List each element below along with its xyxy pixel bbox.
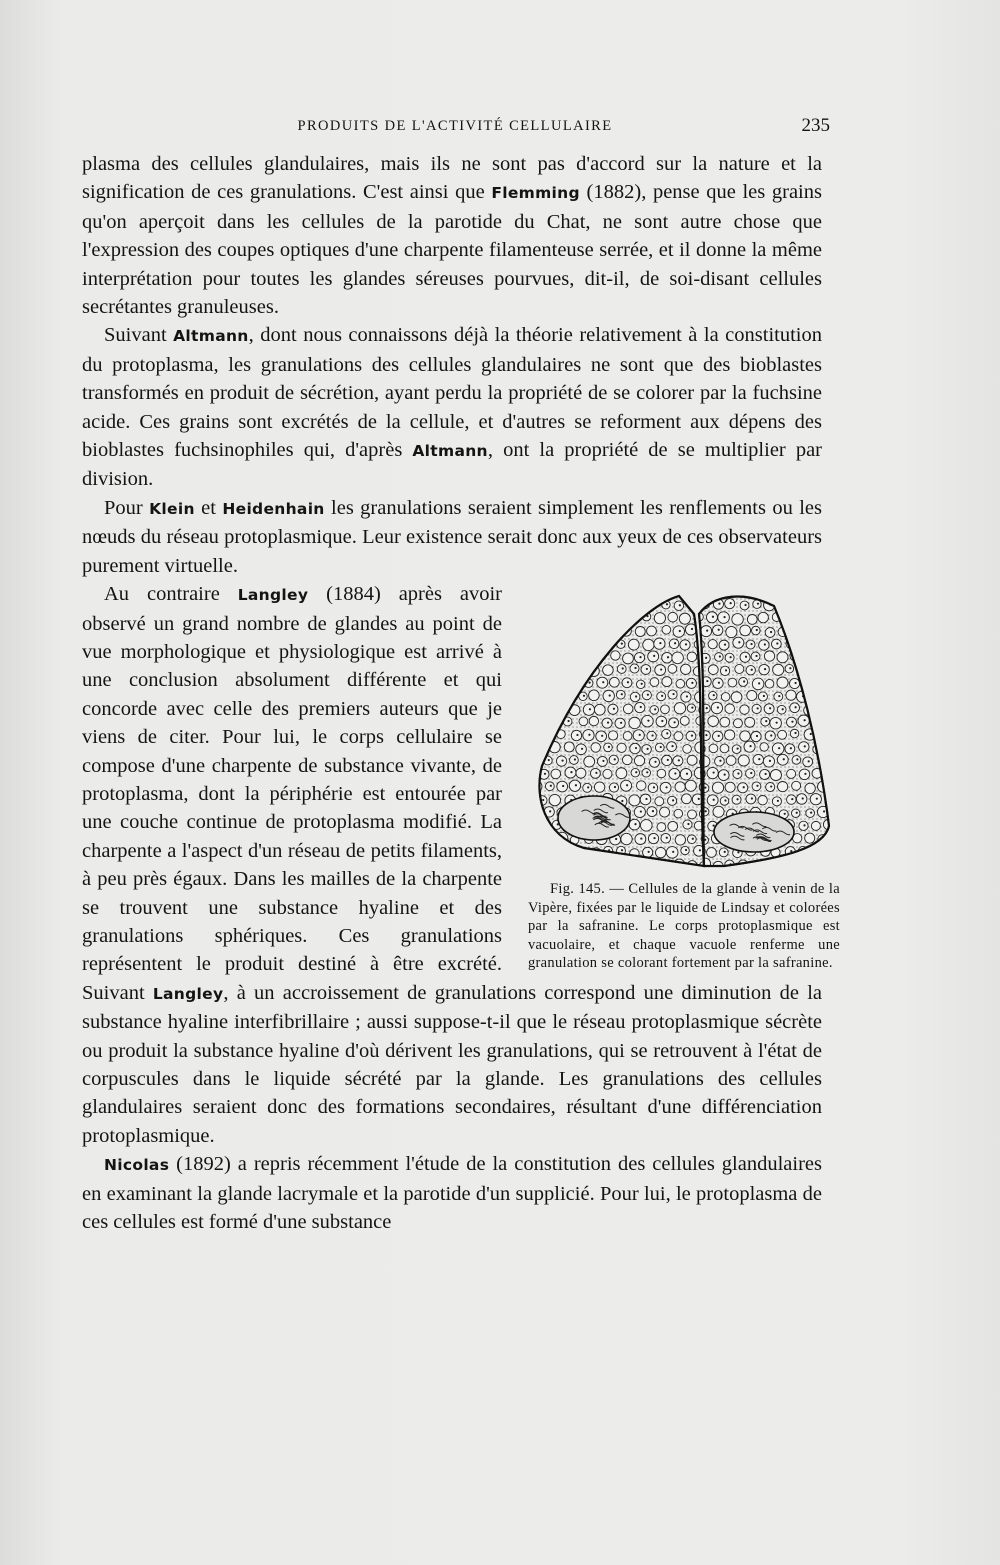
author-name: Altmann [173, 327, 249, 346]
text-run: (1882), pense que les grains qu'on aperçoit dans les cellules de la parotide du Chat, ne sont autre chose que l'expression des coupes optiques d'une charpente filamenteuse serrée, et il donne la même interprétation pour toutes les glandes séreuses pourvues, dit-il, de soi-disant cellules secrétantes granuleuses. [82, 181, 822, 319]
text-run: , à un accroissement de granulations correspond une diminution de la substance hyaline interfibrillaire ; aussi suppose-t-il que le réseau protoplasmique sécrète ou produit la substance hyaline d'où dérivent les granulations, qui se retrouvent à l'état de corpuscules dans le liquide sécrété par la glande. Les granulations des cellules glandulaires seraient donc des formations secondaires, résultant d'une différenciation protoplasmique. [82, 981, 822, 1147]
paragraph-4 [82, 580, 840, 1150]
gland-cells-illustration [524, 586, 840, 872]
paragraph-2 [82, 321, 822, 493]
figure-caption: Fig. 145. — Cellules de la glande à venin de la Vipère, fixées par le liquide de Lindsay et colorées par la safranine. Le corps protoplasmique est vacuolaire, et chaque vacuole renferme une granulation se colorant fortement par la safranine. [528, 881, 840, 972]
paragraph-1 [82, 150, 822, 321]
author-name: Altmann [412, 442, 488, 461]
author-name: Flemming [491, 184, 580, 203]
author-name: Klein [149, 499, 195, 518]
body-text [82, 150, 840, 1236]
author-name: Heidenhain [222, 499, 325, 518]
text-run: les granulations seraient simplement les renflements ou les nœuds du réseau protoplasmique. Leur existence serait donc aux yeux de ces observateurs purement virtuelle. [82, 496, 822, 577]
text-run: , ont la propriété de se multiplier par division. [82, 439, 822, 491]
author-name: Langley [237, 586, 309, 605]
author-name: Langley [152, 984, 224, 1003]
text-run: Au contraire [104, 583, 238, 606]
author-name: Nicolas [104, 1156, 170, 1175]
figure-145 [524, 586, 840, 973]
text-run: Pour [104, 496, 150, 519]
text-run: (1892) a repris récemment l'étude de la constitution des cellules glandulaires en examinant la glande lacrymale et la parotide d'un supplicié. Pour lui, le protoplasma de ces cellules est formé d'une substance [82, 1153, 822, 1234]
running-title: PRODUITS DE L'ACTIVITÉ CELLULAIRE [297, 118, 613, 134]
paragraph-3 [82, 494, 822, 580]
text-run: (1884) après avoir observé un grand nombre de glandes au point de vue morphologique et physiologique est arrivé à une conclusion absolument différente et qui concorde avec celle des premiers auteurs que je viens de citer. Pour lui, le corps cellulaire se compose d'une charpente de substance vivante, de protoplasma, dont la périphérie est entourée par une couche continue de protoplasma modifié. La charpente a l'aspect d'un réseau de petits filaments, à peu près égaux. Dans les mailles de la charpente se trouvent une substance hyaline et des granulations sphériques. Ces granulations représentent le produit destiné à être excrété. Suivant [82, 583, 502, 1004]
page-number: 235 [801, 115, 830, 136]
paragraph-5 [82, 1150, 822, 1236]
text-run: et [194, 496, 223, 519]
page-header [80, 115, 830, 144]
text-run: , dont nous connaissons déjà la théorie relativement à la constitution du protoplasma, les granulations des cellules glandulaires ne sont que des bioblastes transformés en produit de sécrétion, ayant perdu la propriété de se colorer par la fuchsine acide. Ces grains sont excrétés de la cellule, et d'autres se reforment aux dépens des bioblastes fuchsinophiles qui, d'après [82, 324, 822, 462]
text-run: Suivant [104, 324, 174, 347]
text-run: plasma des cellules glandulaires, mais ils ne sont pas d'accord sur la nature et la signification de ces granulations. C'est ainsi que [82, 153, 822, 204]
